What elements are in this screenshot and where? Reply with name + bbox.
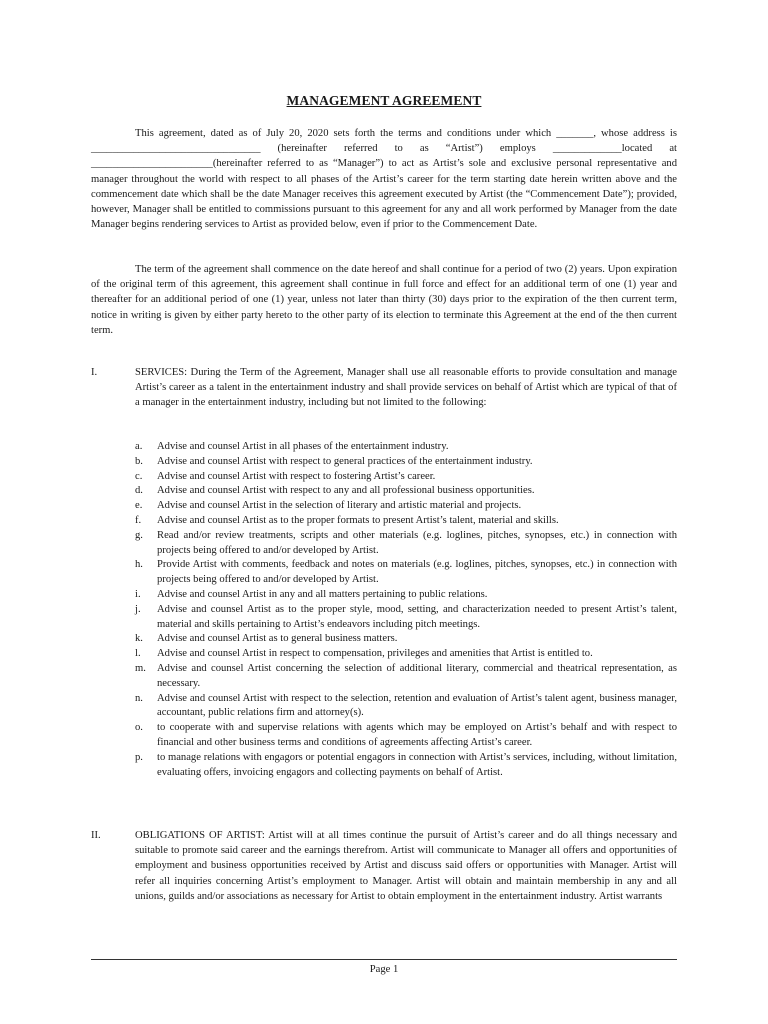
section-text: OBLIGATIONS OF ARTIST: Artist will at all times continue the pursuit of Artist’s career and do all things necessary and suitable to promote said career and the earnings therefrom. Artist will communicate to Manager all offers and opportunities of employment and business opportunities received by Artist and discuss said offers or opportunities with Manager. Artist will refer all inquiries concerning Artist’s employment to Manager. Artist will obtain and maintain membership in any and all unions, guilds and/or associations as necessary for Artist to obtain employment in the entertainment industry. Artist warrants — [135, 830, 677, 902]
list-letter: o. — [135, 722, 143, 734]
list-item — [135, 440, 677, 455]
list-item — [135, 499, 677, 514]
list-item — [135, 455, 677, 470]
term-paragraph: The term of the agreement shall commence on the date hereof and shall continue for a period of two (2) years. Upon expiration of the original term of this agreement, this agreement shall continue in full force and effect for an additional term of one (1) year and thereafter for an additional period of one (1) year, unless not later than thirty (30) days prior to the expiration of the then current term, notice in writing is given by either party hereto to the other party of its election to terminate this Agreement at the end of the then current term. — [91, 264, 677, 336]
list-item-text: Advise and counsel Artist in any and all matters pertaining to public relations. — [157, 588, 488, 600]
intro-paragraph: This agreement, dated as of July 20, 2020 sets forth the terms and conditions under which _______, whose address is ________________________________ (hereinafter referred to as “Artist”) employs _____________located at _______________________(hereinafter referred to as “Manager”) to act as Artist’s sole and exclusive personal representative and manager throughout the world with respect to all phases of the Artist’s career for the term starting date herein written above and the commencement date which shall be the date Manager receives this agreement executed by Artist (the “Commencement Date”); provided, however, Manager shall be entitled to commissions pursuant to this agreement for any and all work performed by Manager from the date Manager begins rendering services to Artist as provided below, even if prior to the Commencement Date. — [91, 128, 677, 231]
list-item-text: Advise and counsel Artist in respect to compensation, privileges and amenities that Artist is entitled to. — [157, 648, 593, 660]
list-letter: i. — [135, 588, 141, 600]
list-item-text: to manage relations with engagors or potential engagors in connection with Artist’s services, including, without limitation, evaluating offers, invoicing engagors and collecting payments on behalf of Artist. — [157, 751, 677, 778]
list-letter: b. — [135, 455, 143, 467]
list-item-text: Advise and counsel Artist with respect to general practices of the entertainment industry. — [157, 455, 533, 467]
list-item-text: Advise and counsel Artist with respect to any and all professional business opportunities. — [157, 485, 535, 497]
list-item — [135, 692, 677, 722]
page-number: Page 1 — [369, 964, 399, 975]
section-number: I. — [91, 367, 98, 378]
list-letter: l. — [135, 648, 141, 660]
list-letter: a. — [135, 441, 143, 452]
list-letter: p. — [135, 751, 143, 763]
section-number: II. — [91, 830, 101, 841]
list-letter: k. — [135, 633, 143, 645]
list-letter: d. — [135, 485, 143, 497]
list-item-text: Advise and counsel Artist in all phases of the entertainment industry. — [157, 441, 449, 452]
list-item — [135, 514, 677, 529]
list-letter: g. — [135, 529, 143, 541]
list-item-text: Advise and counsel Artist as to the proper style, mood, setting, and characterization needed to present Artist’s talent, material and skills pertaining to Artist’s endeavors including pitch meetings. — [157, 603, 677, 630]
list-letter: e. — [135, 500, 143, 512]
list-letter: h. — [135, 559, 143, 571]
list-item-text: Advise and counsel Artist in the selection of literary and artistic material and projects. — [157, 500, 522, 512]
list-item — [135, 529, 677, 559]
section-text: SERVICES: During the Term of the Agreement, Manager shall use all reasonable efforts to provide consultation and manage Artist’s career as a talent in the entertainment industry and shall provide services on behalf of Artist which are typical of that of a manager in the entertainment industry, including but not limited to the following: — [135, 367, 677, 409]
list-item — [135, 632, 677, 647]
document-title: MANAGEMENT AGREEMENT — [286, 93, 482, 108]
list-item-text: to cooperate with and supervise relations with agents which may be employed on Artist’s behalf and with respect to financial and other business terms and conditions of agreements affecting Artist’s career. — [157, 722, 677, 748]
list-item-text: Advise and counsel Artist with respect to the selection, retention and evaluation of Artist’s talent agent, business manager, accountant, public relations firm and attorney(s). — [157, 692, 677, 719]
list-item — [135, 470, 677, 485]
footer-divider — [91, 959, 677, 960]
list-item-text: Advise and counsel Artist as to the proper formats to present Artist’s talent, material and skills. — [157, 514, 559, 526]
list-item — [135, 751, 677, 781]
list-letter: m. — [135, 662, 146, 674]
list-item — [135, 662, 677, 692]
list-item-text: Advise and counsel Artist with respect to fostering Artist’s career. — [157, 470, 436, 482]
list-letter: f. — [135, 514, 142, 526]
services-list — [135, 440, 677, 780]
list-letter: c. — [135, 470, 143, 482]
list-item-text: Advise and counsel Artist as to general business matters. — [157, 633, 398, 645]
list-item-text: Read and/or review treatments, scripts and other materials (e.g. loglines, pitches, synopses, etc.) in connection with projects being offered to and/or developed by Artist. — [157, 529, 677, 556]
list-item — [135, 603, 677, 633]
list-item — [135, 558, 677, 588]
list-letter: n. — [135, 692, 143, 704]
list-item-text: Advise and counsel Artist concerning the selection of additional literary, commercial and theatrical representation, as necessary. — [157, 662, 677, 689]
list-item — [135, 588, 677, 603]
list-item-text: Provide Artist with comments, feedback and notes on materials (e.g. loglines, pitches, synopses, etc.) in connection with projects being offered to and/or developed by Artist. — [157, 559, 677, 586]
list-item — [135, 484, 677, 499]
list-item — [135, 721, 677, 751]
list-letter: j. — [135, 603, 141, 615]
list-item — [135, 647, 677, 662]
